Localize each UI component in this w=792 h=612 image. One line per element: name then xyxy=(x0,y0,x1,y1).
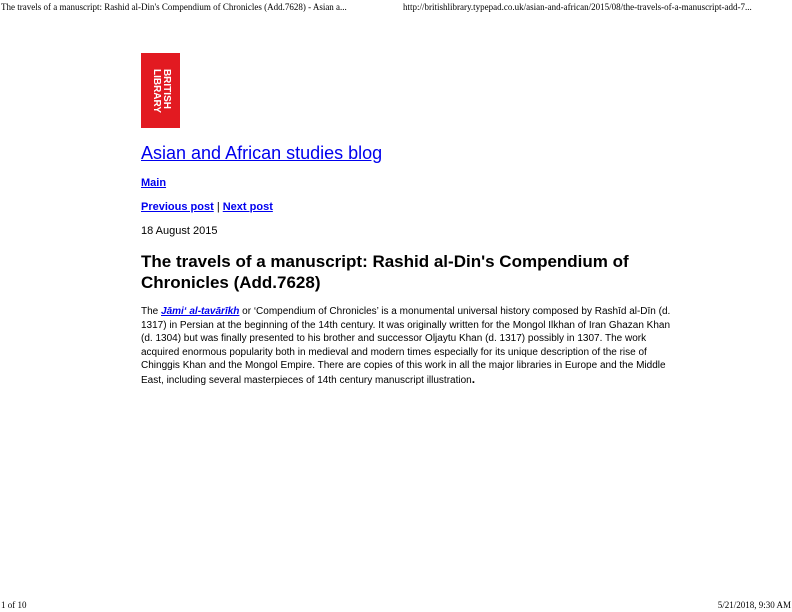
print-datetime: 5/21/2018, 9:30 AM xyxy=(717,600,791,610)
post-navigation xyxy=(141,201,273,213)
post-date: 18 August 2015 xyxy=(141,225,218,237)
jami-al-tavarikh-link[interactable]: Jāmi‘ al-tavārīkh xyxy=(161,306,240,317)
print-header xyxy=(0,0,792,14)
logo-line-1: BRITISH xyxy=(160,68,172,109)
next-post-link[interactable]: Next post xyxy=(222,201,273,213)
page-number: 1 of 10 xyxy=(1,600,27,610)
nav-separator: | xyxy=(216,201,220,213)
logo-text xyxy=(151,68,171,112)
post-body-prefix: The xyxy=(141,306,162,317)
post-body-end: . xyxy=(471,371,476,386)
print-header-url: http://britishlibrary.typepad.co.uk/asian-and-african/2015/08/the-travels-of-a-manuscript-add-7... xyxy=(403,2,752,12)
print-footer xyxy=(0,598,792,612)
british-library-logo[interactable] xyxy=(141,53,180,128)
post-body-text: or ‘Compendium of Chronicles’ is a monumental universal history composed by Rashīd al-Dīn (d. 1317) in Persian at the beginning of the 14th century. It was originally written for the Mongol Ilkhan of Iran Ghazan Khan (d. 1304) but was finally presented to his brother and successor Oljaytu Khan (d. 1317) possibly in 1307. The work acquired enormous popularity both in medieval and modern times especially for its unique description of the rise of Chinggis Khan and the Mongol Empire. There are copies of this work in all the major libraries in Europe and the Middle East, including several masterpieces of 14th century manuscript illustration xyxy=(141,306,671,386)
blog-title-link[interactable]: Asian and African studies blog xyxy=(141,143,383,163)
logo-line-2: LIBRARY xyxy=(150,68,162,113)
post-body xyxy=(141,305,683,387)
print-header-title: The travels of a manuscript: Rashid al-Din's Compendium of Chronicles (Add.7628) - Asian a... xyxy=(1,2,347,12)
post-title: The travels of a manuscript: Rashid al-Din's Compendium of Chronicles (Add.7628) xyxy=(141,252,629,292)
main-link[interactable]: Main xyxy=(141,177,167,189)
previous-post-link[interactable]: Previous post xyxy=(141,201,214,213)
